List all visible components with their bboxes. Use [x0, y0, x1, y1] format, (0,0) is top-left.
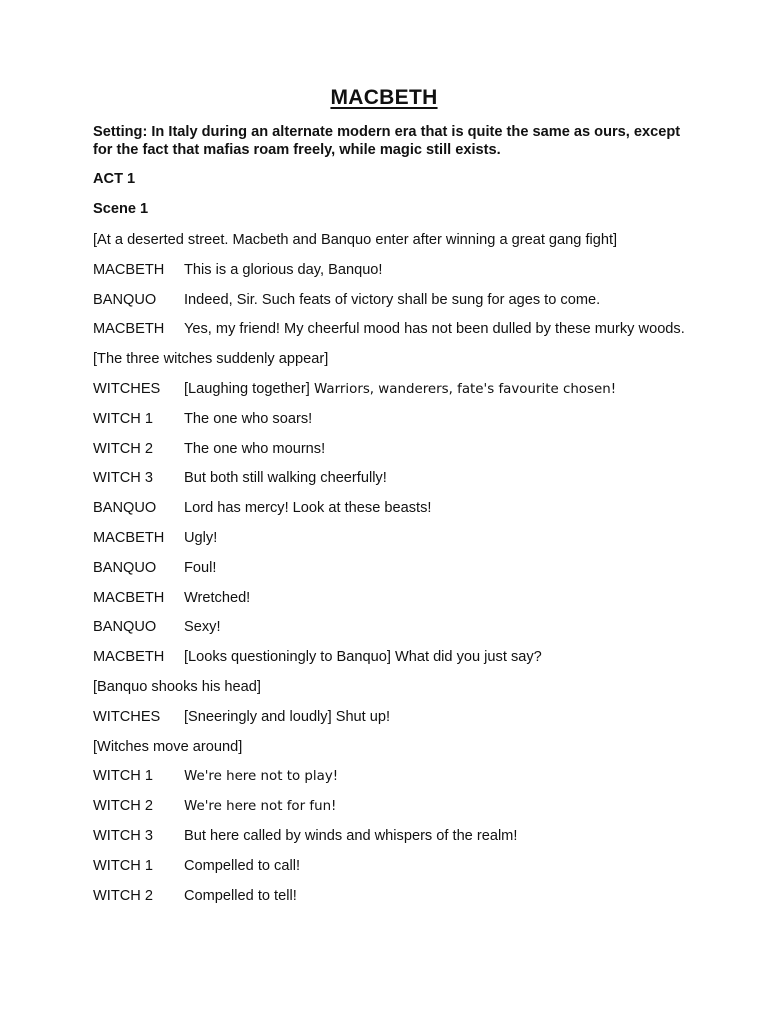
- speaker-name: BANQUO: [93, 500, 157, 517]
- stage-direction-text: [At a deserted street. Macbeth and Banquo enter after winning a great gang fight]: [93, 232, 618, 248]
- speaker-name: BANQUO: [93, 291, 157, 308]
- dialogue-text: [184, 410, 733, 428]
- speaker-name: WITCH 3: [93, 827, 153, 844]
- dialogue-text-main: But both still walking cheerfully!: [184, 470, 387, 487]
- dialogue-text-main: Lord has mercy! Look at these beasts!: [184, 500, 432, 517]
- dialogue-text-main: This is a glorious day, Banquo!: [184, 261, 383, 278]
- stage-direction-text: [Banquo shooks his head]: [93, 678, 261, 695]
- dialogue-text: [184, 767, 733, 786]
- act-heading: ACT 1: [93, 171, 136, 187]
- dialogue-text: [184, 797, 733, 816]
- dialogue-text-main: Yes, my friend! My cheerful mood has not been dulled by these murky woods.: [184, 321, 685, 338]
- speaker-name: WITCH 1: [93, 410, 153, 427]
- speaker-name: WITCH 2: [93, 440, 153, 457]
- speaker-name: WITCH 1: [93, 768, 153, 785]
- speaker-name: MACBETH: [93, 589, 165, 606]
- dialogue-text: [184, 291, 733, 309]
- dialogue-line: [93, 559, 733, 589]
- dialogue-text-main: Ugly!: [184, 529, 218, 546]
- dialogue-text: [184, 320, 733, 338]
- stage-direction: [93, 231, 733, 261]
- dialogue-text-main: [Sneeringly and loudly] Shut up!: [184, 708, 391, 725]
- speaker-name: BANQUO: [93, 619, 157, 636]
- dialogue-text: [184, 887, 733, 905]
- dialogue-text: [184, 440, 733, 458]
- dialogue-line: [93, 887, 733, 917]
- dialogue-line: [93, 797, 733, 827]
- speaker-name: MACBETH: [93, 261, 165, 278]
- speaker-name: WITCH 1: [93, 857, 153, 874]
- stage-direction-text: [Witches move around]: [93, 738, 243, 755]
- dialogue-text: [184, 559, 733, 577]
- dialogue-line: [93, 648, 733, 678]
- dialogue-line: [93, 380, 733, 410]
- dialogue-line: [93, 767, 733, 797]
- dialogue-line: [93, 291, 733, 321]
- dialogue-text: [184, 261, 733, 279]
- speaker-name: WITCH 3: [93, 470, 153, 487]
- dialogue-text-main: [Looks questioningly to Banquo] What did you just say?: [184, 649, 542, 666]
- page-title: MACBETH: [330, 86, 438, 109]
- dialogue-text-main: The one who mourns!: [184, 440, 326, 457]
- dialogue-line: [93, 618, 733, 648]
- dialogue-line: [93, 320, 733, 350]
- dialogue-line: [93, 857, 733, 887]
- dialogue-text-main: Sexy!: [184, 619, 221, 636]
- speaker-name: MACBETH: [93, 529, 165, 546]
- dialogue-text: [184, 499, 733, 517]
- stage-direction: [93, 738, 733, 768]
- dialogue-line: [93, 410, 733, 440]
- dialogue-text: [184, 380, 733, 399]
- stage-direction-text: [The three witches suddenly appear]: [93, 351, 329, 368]
- dialogue-text-alt: We're here not for fun!: [184, 799, 337, 815]
- dialogue-line: [93, 589, 733, 619]
- speaker-name: BANQUO: [93, 559, 157, 576]
- stage-direction: [93, 678, 733, 708]
- dialogue-line: [93, 469, 733, 499]
- dialogue-text: [184, 827, 733, 845]
- dialogue-text: [184, 648, 733, 666]
- dialogue-text: [184, 469, 733, 487]
- speaker-name: WITCHES: [93, 708, 161, 725]
- dialogue-text-main: [Laughing together]: [184, 380, 310, 397]
- dialogue-text-main: Indeed, Sir. Such feats of victory shall be sung for ages to come.: [184, 291, 601, 308]
- dialogue-text: [184, 589, 733, 607]
- dialogue-line: [93, 708, 733, 738]
- dialogue-text-main: Wretched!: [184, 589, 251, 606]
- stage-direction: [93, 350, 733, 380]
- speaker-name: WITCH 2: [93, 798, 153, 815]
- dialogue-line: [93, 529, 733, 559]
- dialogue-text-main: Foul!: [184, 559, 217, 576]
- dialogue-text-main: Compelled to tell!: [184, 887, 297, 904]
- speaker-name: MACBETH: [93, 649, 165, 666]
- dialogue-text: [184, 618, 733, 636]
- speaker-name: WITCHES: [93, 380, 161, 397]
- dialogue-line: [93, 440, 733, 470]
- dialogue-line: [93, 261, 733, 291]
- dialogue-text-main: But here called by winds and whispers of the realm!: [184, 827, 518, 844]
- dialogue-text-alt: Warriors, wanderers, fate's favourite chosen!: [309, 381, 617, 397]
- dialogue-line: [93, 499, 733, 529]
- dialogue-text: [184, 708, 733, 726]
- dialogue-text-main: Compelled to call!: [184, 857, 300, 874]
- dialogue-line: [93, 827, 733, 857]
- scene-heading: Scene 1: [93, 201, 149, 217]
- dialogue-list: [93, 231, 733, 916]
- dialogue-text: [184, 529, 733, 547]
- dialogue-text: [184, 857, 733, 875]
- speaker-name: WITCH 2: [93, 887, 153, 904]
- setting-paragraph: Setting: In Italy during an alternate modern era that is quite the same as ours, except for the fact that mafias roam freely, while magic still exists.: [93, 124, 681, 158]
- dialogue-text-alt: We're here not to play!: [184, 769, 339, 785]
- dialogue-text-main: The one who soars!: [184, 410, 313, 427]
- speaker-name: MACBETH: [93, 321, 165, 338]
